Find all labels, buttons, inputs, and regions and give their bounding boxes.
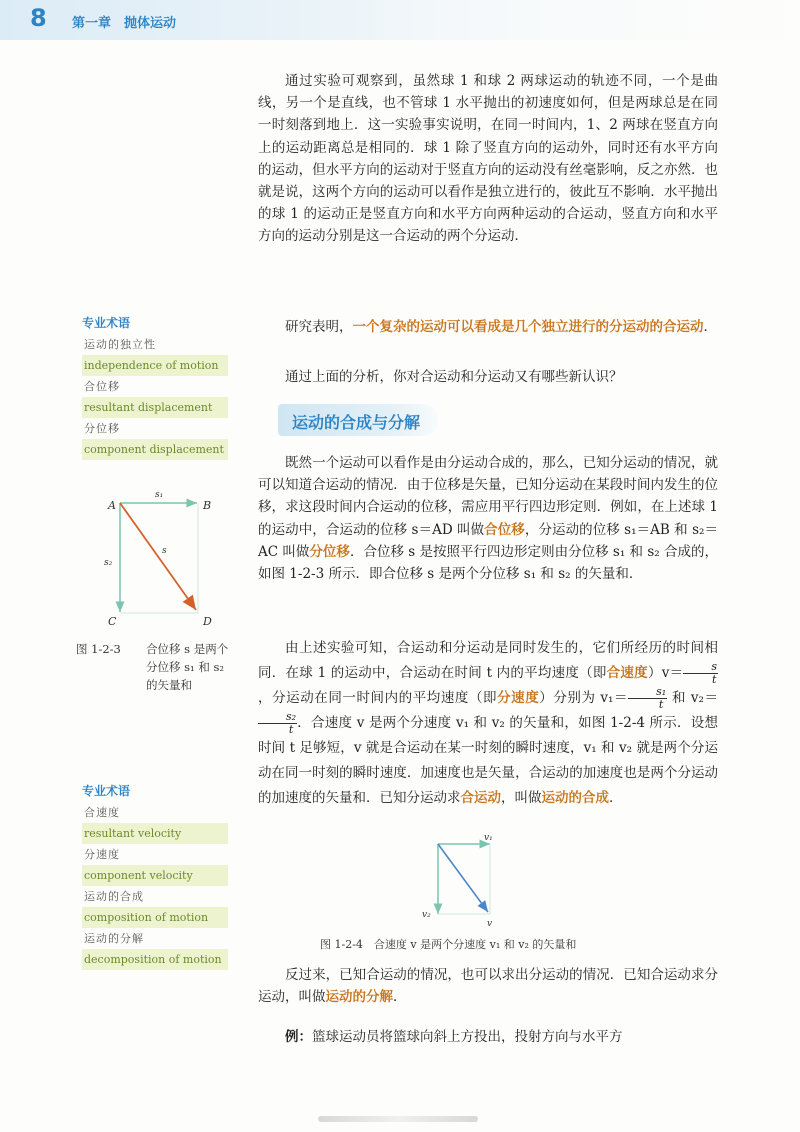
glossary-term-cn: 分位移 <box>84 422 120 435</box>
para6-text-1: 反过来，已知合运动的情况，也可以求出分运动的情况．已知合运动求分运动，叫做 <box>258 967 718 1006</box>
figure-1-2-3-caption-text: 合位移 s 是两个分位移 s₁ 和 s₂ 的矢量和 <box>146 642 229 692</box>
para5-text-6: ．合速度 v 是两个分速度 v₁ 和 v₂ 的矢量和，如图 1-2-4 所示．设想时间 t 足够短，v 就是合运动在某一时刻的瞬时速度，v₁ 和 v₂ 就是两个分运动在同一时刻的瞬时速度．加速度也是矢量，合运动的加速度也是两个分运动的加速度的矢量和．已知分运动求 <box>258 715 718 806</box>
glossary-title: 专业术语 <box>82 316 131 330</box>
para4-text-1: 既然一个运动可以看作是由分运动合成的，那么，已知分运动的情况，就可以知道合运动的情况．由于位移是矢量，已知分运动在某段时间内发生的位移，求这段时间内合运动的位移，需应用平行四边形定则．例如，在上述球 1 的运动中，合运动的位移 s＝AD 叫做 <box>258 455 718 538</box>
glossary-term-cn: 运动的分解 <box>84 932 144 945</box>
paragraph-6 <box>258 964 718 1008</box>
glossary-term-cn: 运动的合成 <box>84 890 144 903</box>
glossary-term-en: resultant velocity <box>82 823 228 844</box>
figure-1-2-4 <box>410 830 510 930</box>
para4-text-2: ，分运动的位移 s₁＝AB 和 s₂＝AC 叫做 <box>258 521 718 560</box>
para5-text-4: ）分别为 v₁＝ <box>539 690 629 706</box>
para2-post: ． <box>703 319 717 335</box>
glossary-term-en: decomposition of motion <box>82 949 228 970</box>
paragraph-4 <box>258 452 718 585</box>
fraction-s1-over-t: $\frac{\text{s₁}}{t}$ <box>628 686 667 711</box>
example-label: 例： <box>285 1029 312 1045</box>
para5-text-8: ． <box>609 790 623 806</box>
v-label: v <box>487 919 493 929</box>
glossary-title: 专业术语 <box>82 784 131 798</box>
example-text: 篮球运动员将篮球向斜上方投出，投射方向与水平方 <box>312 1029 623 1045</box>
paragraph-7 <box>258 1026 718 1048</box>
para5-text-5: 和 v₂＝ <box>667 690 719 706</box>
term-composition-of-motion: 运动的合成 <box>541 790 609 806</box>
fraction-s2-over-t: $\frac{\text{s₂}}{t}$ <box>258 711 297 736</box>
section-title-text: 运动的合成与分解 <box>292 413 421 432</box>
paragraph-2 <box>258 316 718 338</box>
term-resultant-velocity: 合速度 <box>606 665 648 681</box>
point-c-label: C <box>108 615 117 628</box>
glossary-term-en: resultant displacement <box>82 397 228 418</box>
s-label: s <box>162 546 167 556</box>
term-decomposition-of-motion: 运动的分解 <box>325 989 393 1006</box>
chapter-title: 第一章 抛体运动 <box>72 16 177 31</box>
para5-text-3: ，分运动在同一时间内的平均速度（即 <box>258 690 498 706</box>
v1-label: v₁ <box>484 833 493 843</box>
figure-1-2-3 <box>100 485 230 630</box>
glossary-term-cn: 分速度 <box>84 848 120 861</box>
glossary-box-2 <box>82 782 228 970</box>
para5-text-2: ）v＝ <box>647 665 684 681</box>
page-header <box>0 0 800 40</box>
key-conclusion-highlight: 一个复杂的运动可以看成是几个独立进行的分运动的合运动 <box>352 319 704 335</box>
para5-text-7: ，叫做 <box>501 790 542 806</box>
glossary-box-1 <box>82 314 228 460</box>
s2-label: s₂ <box>104 558 113 568</box>
glossary-term-en: composition of motion <box>82 907 228 928</box>
section-title <box>278 404 438 436</box>
glossary-term-cn: 合速度 <box>84 806 120 819</box>
glossary-term-cn: 合位移 <box>84 380 120 393</box>
point-d-label: D <box>203 615 212 628</box>
term-resultant-displacement: 合位移 <box>484 521 525 538</box>
question-text: 通过上面的分析，你对合运动和分运动又有哪些新认识？ <box>285 369 623 385</box>
term-resultant-motion: 合运动 <box>460 790 501 806</box>
page-footer-decoration <box>318 1116 478 1122</box>
glossary-term-en: component velocity <box>82 865 228 886</box>
para4-text-3: ．合位移 s 是按照平行四边形定则由分位移 s₁ 和 s₂ 合成的，如图 1-2-3 所示．即合位移 s 是两个分位移 s₁ 和 s₂ 的矢量和． <box>258 543 719 583</box>
paragraph-1-text: 通过实验可观察到，虽然球 1 和球 2 两球运动的轨迹不同，一个是曲线，另一个是直线，也不管球 1 水平抛出的初速度如何，但是两球总是在同一时刻落到地上．这一实验事实说明，在同一时间内，1、2 两球在竖直方向上的运动距离总是相同的．球 1 除了竖直方向的运动外，同时还有水平方向的运动，但水平方向的运动对于竖直方向的运动没有丝毫影响，反之亦然．也就是说，这两个方向的运动可以看作是独立进行的，彼此互不影响．水平抛出的球 1 的运动正是竖直方向和水平方向两种运动的合运动，竖直方向和水平方向的运动分别是这一合运动的两个分运动． <box>258 73 718 245</box>
paragraph-1 <box>258 70 718 248</box>
glossary-term-cn: 运动的独立性 <box>84 338 156 351</box>
term-component-displacement: 分位移 <box>309 543 350 560</box>
v2-label: v₂ <box>422 910 431 920</box>
paragraph-5 <box>258 636 718 811</box>
figure-1-2-4-caption: 图 1-2-4 合速度 v 是两个分速度 v₁ 和 v₂ 的矢量和 <box>320 938 577 951</box>
term-component-velocity: 分速度 <box>497 690 540 706</box>
fraction-s-over-t: $\frac{s}{t}$ <box>683 661 718 686</box>
v-vector <box>438 844 488 912</box>
glossary-term-en: component displacement <box>82 439 228 460</box>
page-number: 8 <box>30 4 47 32</box>
glossary-term-en: independence of motion <box>82 355 228 376</box>
figure-1-2-3-caption-id: 图 1-2-3 <box>76 642 121 656</box>
para5-text-1: 由上述实验可知，合运动和分运动是同时发生的，它们所经历的时间相同．在球 1 的运动中，合运动在时间 t 内的平均速度（即 <box>258 640 718 681</box>
point-b-label: B <box>203 499 212 512</box>
paragraph-3 <box>258 366 718 388</box>
s-vector <box>120 503 196 610</box>
para6-text-2: ． <box>393 989 407 1006</box>
s1-label: s₁ <box>155 490 164 500</box>
para2-pre: 研究表明， <box>285 319 353 335</box>
point-a-label: A <box>108 499 116 512</box>
